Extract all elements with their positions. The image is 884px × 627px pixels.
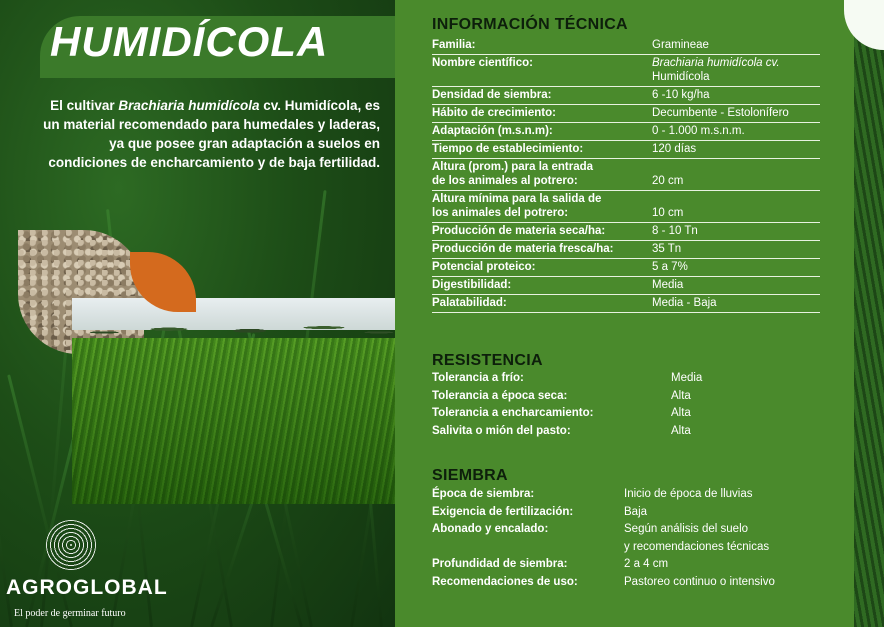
tech-row-key	[432, 55, 652, 86]
resist-item	[432, 405, 702, 423]
siembra-value	[624, 521, 769, 556]
resist-item	[432, 370, 702, 388]
tech-value-line: 0 - 1.000 m.s.n.m.	[652, 125, 745, 137]
tech-row	[432, 259, 820, 277]
tech-heading: INFORMACIÓN TÉCNICA	[432, 16, 628, 33]
tech-key-line: de los animales al potrero:	[432, 175, 578, 187]
tech-value-line: Gramineae	[652, 39, 709, 51]
tech-row-value	[652, 191, 820, 222]
tech-row	[432, 37, 820, 55]
tech-key-line: Producción de materia seca/ha:	[432, 225, 606, 237]
siembra-key: Profundidad de siembra:	[432, 558, 568, 570]
tech-key-line: Potencial proteico:	[432, 261, 536, 273]
tech-value-line: 20 cm	[652, 175, 684, 187]
siembra-item	[432, 574, 775, 592]
tech-key-line: los animales del potrero:	[432, 207, 569, 219]
tech-value-line: Brachiaria humidícola cv.	[652, 57, 780, 69]
resist-key: Tolerancia a encharcamiento:	[432, 407, 594, 419]
resist-value-line: Alta	[671, 407, 691, 419]
tech-key-line: Altura (prom.) para la entrada	[432, 161, 594, 173]
siembra-value	[624, 486, 753, 504]
page-title: HUMIDÍCOLA	[50, 18, 329, 65]
resist-value-line: Alta	[671, 389, 691, 402]
siembra-value-line: 2 a 4 cm	[624, 558, 669, 570]
brand-name: AGROGLOBAL	[6, 576, 168, 599]
tech-row-value	[652, 259, 820, 276]
resist-item	[432, 423, 702, 441]
tech-row-key	[432, 141, 652, 158]
resist-value	[671, 423, 691, 441]
tech-row	[432, 241, 820, 259]
tech-row-value	[652, 105, 820, 122]
tech-value-line: 6 -10 kg/ha	[652, 89, 710, 101]
grass-edge-decoration	[854, 0, 884, 627]
resist-item	[432, 388, 702, 406]
tech-value-line: 10 cm	[652, 207, 684, 219]
intro-paragraph	[40, 96, 380, 172]
tech-row-key	[432, 277, 652, 294]
resist-key: Tolerancia a época seca:	[432, 389, 568, 402]
siembra-value	[624, 556, 668, 574]
corner-decoration	[844, 0, 884, 50]
siembra-value-line: Pastoreo continuo o intensivo	[624, 575, 775, 588]
tech-key-line: Nombre científico:	[432, 57, 533, 69]
resist-value	[671, 405, 691, 423]
resist-value	[671, 388, 691, 406]
tech-row-key	[432, 223, 652, 240]
intro-species: Brachiaria humidícola	[118, 98, 260, 113]
tech-row-key	[432, 37, 652, 54]
tech-row-key	[432, 123, 652, 140]
brand-slogan: El poder de germinar futuro	[14, 608, 126, 619]
tech-value-line: 5 a 7%	[652, 261, 688, 273]
tech-value-line: Decumbente - Estolonífero	[652, 107, 789, 119]
tech-row-key	[432, 87, 652, 104]
tech-row	[432, 141, 820, 159]
tech-row-value	[652, 87, 820, 104]
left-panel	[0, 0, 395, 627]
tech-row	[432, 295, 820, 313]
tech-key-line: Palatabilidad:	[432, 297, 507, 309]
resist-list	[432, 370, 702, 440]
tech-row-value	[652, 37, 820, 54]
tech-row-key	[432, 191, 652, 222]
tech-row-value	[652, 55, 820, 86]
resist-key: Tolerancia a frío:	[432, 372, 524, 384]
tech-row-value	[652, 159, 820, 190]
tech-value-line: Humidícola	[652, 71, 710, 83]
resist-value-line: Media	[671, 372, 703, 384]
siembra-item	[432, 486, 775, 504]
tech-row-value	[652, 123, 820, 140]
siembra-key: Época de siembra:	[432, 488, 535, 500]
siembra-key: Recomendaciones de uso:	[432, 575, 578, 588]
siembra-value-line: Baja	[624, 505, 648, 518]
tech-row-key	[432, 295, 652, 312]
tech-row	[432, 223, 820, 241]
tech-key-line: Altura mínima para la salida de	[432, 193, 602, 205]
tech-row-value	[652, 141, 820, 158]
tech-value-line: 8 - 10 Tn	[652, 225, 698, 237]
siembra-value-line: Según análisis del suelo	[624, 523, 749, 535]
siembra-heading: SIEMBRA	[432, 467, 508, 484]
resist-value	[671, 370, 702, 388]
tech-key-line: Familia:	[432, 39, 476, 51]
siembra-value-line: Inicio de época de lluvias	[624, 488, 753, 500]
tech-row	[432, 191, 820, 223]
tech-row-value	[652, 277, 820, 294]
tech-row	[432, 55, 820, 87]
siembra-item	[432, 521, 775, 556]
globe-logo-icon	[46, 520, 96, 570]
tech-key-line: Densidad de siembra:	[432, 89, 552, 101]
tech-value-line: Media	[652, 279, 684, 291]
tech-row-key	[432, 241, 652, 258]
pasture-field-image	[72, 298, 395, 504]
siembra-list	[432, 486, 775, 591]
siembra-item	[432, 504, 775, 522]
tech-row-key	[432, 259, 652, 276]
tech-row	[432, 105, 820, 123]
siembra-value	[624, 504, 647, 522]
tech-key-line: Producción de materia fresca/ha:	[432, 243, 614, 255]
tech-row-key	[432, 159, 652, 190]
siembra-key: Abonado y encalado:	[432, 523, 549, 535]
tech-value-line: Media - Baja	[652, 297, 717, 309]
intro-text-start: El cultivar	[50, 98, 119, 113]
tech-row	[432, 159, 820, 191]
intro-text-end: cv. Humidícola, es un material recomendado para humedales y laderas, ya que posee gran adaptación a suelos en condiciones de encharcamiento y de baja fertilidad.	[43, 98, 380, 170]
siembra-value	[624, 574, 775, 592]
siembra-key: Exigencia de fertilización:	[432, 505, 574, 518]
tech-row	[432, 277, 820, 295]
tech-row-value	[652, 241, 820, 258]
tech-row-value	[652, 295, 820, 312]
resist-heading: RESISTENCIA	[432, 352, 543, 369]
tech-row	[432, 123, 820, 141]
tech-key-line: Digestibilidad:	[432, 279, 512, 291]
tech-value-line: 35 Tn	[652, 243, 682, 255]
tech-key-line: Tiempo de establecimiento:	[432, 143, 584, 155]
right-panel	[395, 0, 884, 627]
siembra-item	[432, 556, 775, 574]
tech-value-line: 120 días	[652, 143, 697, 155]
siembra-value-line: y recomendaciones técnicas	[624, 540, 770, 553]
resist-key: Salivita o mión del pasto:	[432, 424, 571, 437]
resist-value-line: Alta	[671, 424, 691, 437]
tech-key-line: Hábito de crecimiento:	[432, 107, 556, 119]
tech-key-line: Adaptación (m.s.n.m):	[432, 125, 553, 137]
tech-table	[432, 37, 820, 313]
tech-row	[432, 87, 820, 105]
tech-row-key	[432, 105, 652, 122]
tech-row-value	[652, 223, 820, 240]
